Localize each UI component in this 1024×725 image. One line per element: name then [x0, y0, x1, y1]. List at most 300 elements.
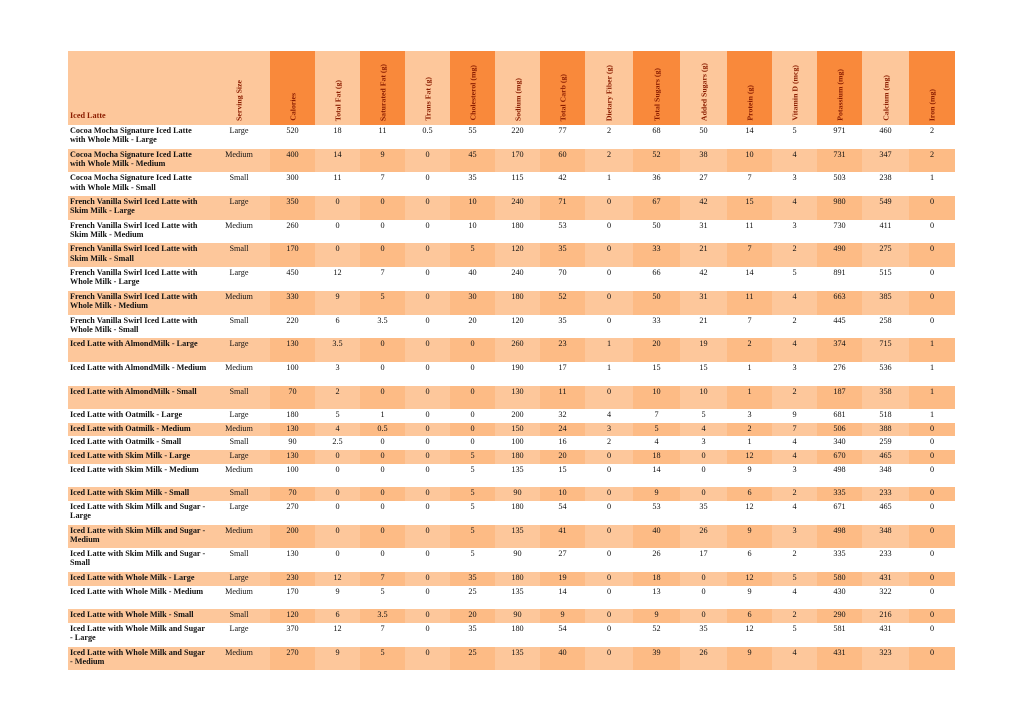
row-name: Iced Latte with Whole Milk and Sugar - Medium [68, 647, 208, 671]
cell-total-carb: 27 [540, 548, 585, 572]
cell-potassium: 340 [817, 436, 862, 450]
cell-iron: 0 [909, 436, 955, 450]
table-row [68, 220, 955, 244]
column-header-label: Potassium (mg) [834, 69, 844, 121]
cell-potassium: 290 [817, 609, 862, 623]
cell-protein: 2 [727, 338, 772, 362]
cell-saturated-fat: 3.5 [360, 609, 405, 623]
cell-total-fat: 0 [315, 464, 360, 488]
cell-saturated-fat: 7 [360, 267, 405, 291]
table-row [68, 501, 955, 525]
cell-iron: 1 [909, 338, 955, 362]
table-row [68, 243, 955, 267]
cell-sodium: 115 [495, 172, 540, 196]
cell-potassium: 498 [817, 525, 862, 549]
cell-sodium: 90 [495, 609, 540, 623]
column-header-calcium [862, 51, 909, 125]
cell-added-sugars: 0 [680, 487, 727, 501]
cell-calories: 520 [270, 125, 315, 149]
cell-saturated-fat: 0 [360, 501, 405, 525]
cell-cholesterol: 30 [450, 291, 495, 315]
cell-total-carb: 70 [540, 267, 585, 291]
cell-saturated-fat: 9 [360, 149, 405, 173]
cell-cholesterol: 20 [450, 315, 495, 339]
cell-dietary-fiber: 0 [585, 609, 633, 623]
column-header-label: Vitamin D (mcg) [789, 65, 799, 121]
cell-total-sugars: 40 [633, 525, 680, 549]
cell-cholesterol: 45 [450, 149, 495, 173]
cell-sodium: 135 [495, 586, 540, 610]
cell-total-sugars: 68 [633, 125, 680, 149]
cell-potassium: 980 [817, 196, 862, 220]
cell-added-sugars: 42 [680, 267, 727, 291]
cell-total-fat: 11 [315, 172, 360, 196]
cell-dietary-fiber: 0 [585, 572, 633, 586]
cell-potassium: 670 [817, 450, 862, 464]
cell-calories: 170 [270, 586, 315, 610]
cell-calcium: 233 [862, 548, 909, 572]
cell-trans-fat: 0 [405, 338, 450, 362]
cell-potassium: 374 [817, 338, 862, 362]
cell-trans-fat: 0 [405, 623, 450, 647]
cell-total-carb: 35 [540, 243, 585, 267]
cell-cholesterol: 5 [450, 525, 495, 549]
cell-protein: 9 [727, 647, 772, 671]
cell-total-fat: 12 [315, 572, 360, 586]
cell-trans-fat: 0 [405, 149, 450, 173]
cell-saturated-fat: 7 [360, 572, 405, 586]
cell-cholesterol: 25 [450, 647, 495, 671]
cell-sodium: 170 [495, 149, 540, 173]
cell-calcium: 465 [862, 450, 909, 464]
cell-sodium: 130 [495, 386, 540, 410]
nutrition-table [68, 51, 955, 670]
cell-calories: 450 [270, 267, 315, 291]
cell-saturated-fat: 0 [360, 220, 405, 244]
cell-vitamin-d: 3 [772, 362, 817, 386]
row-name: French Vanilla Swirl Iced Latte with Skim Milk - Medium [68, 220, 208, 244]
cell-iron: 0 [909, 647, 955, 671]
cell-sodium: 180 [495, 501, 540, 525]
cell-cholesterol: 0 [450, 386, 495, 410]
cell-saturated-fat: 0 [360, 196, 405, 220]
column-header-total-carb [540, 51, 585, 125]
cell-total-carb: 53 [540, 220, 585, 244]
table-row [68, 338, 955, 362]
cell-sodium: 220 [495, 125, 540, 149]
cell-trans-fat: 0 [405, 548, 450, 572]
cell-sodium: 135 [495, 464, 540, 488]
cell-saturated-fat: 0 [360, 464, 405, 488]
cell-vitamin-d: 4 [772, 501, 817, 525]
cell-protein: 1 [727, 386, 772, 410]
column-header-label: Iron (mg) [927, 88, 937, 121]
cell-calories: 270 [270, 647, 315, 671]
cell-vitamin-d: 4 [772, 291, 817, 315]
cell-vitamin-d: 3 [772, 464, 817, 488]
table-row [68, 196, 955, 220]
cell-protein: 6 [727, 487, 772, 501]
table-row [68, 623, 955, 647]
cell-dietary-fiber: 0 [585, 487, 633, 501]
cell-sodium: 100 [495, 436, 540, 450]
cell-calcium: 322 [862, 586, 909, 610]
cell-iron: 0 [909, 464, 955, 488]
cell-protein: 14 [727, 125, 772, 149]
cell-iron: 0 [909, 572, 955, 586]
cell-added-sugars: 50 [680, 125, 727, 149]
cell-total-carb: 32 [540, 409, 585, 423]
row-name: Iced Latte with Oatmilk - Large [68, 409, 208, 423]
cell-vitamin-d: 7 [772, 423, 817, 437]
cell-serving-size: Small [208, 243, 270, 267]
cell-dietary-fiber: 4 [585, 409, 633, 423]
cell-total-carb: 41 [540, 525, 585, 549]
row-name: Iced Latte with Oatmilk - Small [68, 436, 208, 450]
cell-saturated-fat: 0 [360, 450, 405, 464]
cell-cholesterol: 0 [450, 362, 495, 386]
cell-added-sugars: 35 [680, 501, 727, 525]
cell-potassium: 335 [817, 548, 862, 572]
cell-serving-size: Large [208, 501, 270, 525]
cell-total-fat: 0 [315, 548, 360, 572]
cell-total-sugars: 7 [633, 409, 680, 423]
column-header-label: Calories [287, 93, 297, 121]
cell-serving-size: Small [208, 548, 270, 572]
cell-protein: 6 [727, 609, 772, 623]
cell-trans-fat: 0 [405, 487, 450, 501]
cell-saturated-fat: 7 [360, 623, 405, 647]
cell-calcium: 411 [862, 220, 909, 244]
table-row [68, 149, 955, 173]
cell-potassium: 581 [817, 623, 862, 647]
cell-potassium: 490 [817, 243, 862, 267]
cell-total-carb: 23 [540, 338, 585, 362]
cell-potassium: 580 [817, 572, 862, 586]
cell-total-sugars: 9 [633, 487, 680, 501]
cell-total-sugars: 39 [633, 647, 680, 671]
cell-saturated-fat: 5 [360, 291, 405, 315]
cell-total-fat: 0 [315, 525, 360, 549]
cell-cholesterol: 5 [450, 464, 495, 488]
cell-saturated-fat: 0.5 [360, 423, 405, 437]
cell-trans-fat: 0 [405, 501, 450, 525]
column-header-vitamin-d [772, 51, 817, 125]
cell-dietary-fiber: 0 [585, 291, 633, 315]
cell-calories: 220 [270, 315, 315, 339]
cell-sodium: 240 [495, 196, 540, 220]
column-header-protein [727, 51, 772, 125]
column-header-label: Total Carb (g) [557, 73, 567, 121]
cell-sodium: 120 [495, 243, 540, 267]
cell-dietary-fiber: 0 [585, 196, 633, 220]
cell-protein: 12 [727, 623, 772, 647]
table-row [68, 362, 955, 386]
cell-calories: 330 [270, 291, 315, 315]
cell-iron: 0 [909, 548, 955, 572]
cell-vitamin-d: 5 [772, 623, 817, 647]
cell-dietary-fiber: 0 [585, 501, 633, 525]
cell-dietary-fiber: 0 [585, 220, 633, 244]
cell-total-carb: 9 [540, 609, 585, 623]
cell-sodium: 90 [495, 548, 540, 572]
cell-total-sugars: 15 [633, 362, 680, 386]
cell-calcium: 347 [862, 149, 909, 173]
cell-saturated-fat: 0 [360, 548, 405, 572]
cell-total-fat: 0 [315, 487, 360, 501]
cell-total-fat: 0 [315, 243, 360, 267]
cell-vitamin-d: 5 [772, 267, 817, 291]
column-header-cholesterol [450, 51, 495, 125]
cell-serving-size: Small [208, 436, 270, 450]
column-header-label: Cholesterol (mg) [467, 65, 477, 121]
cell-sodium: 180 [495, 572, 540, 586]
cell-total-carb: 42 [540, 172, 585, 196]
cell-total-carb: 40 [540, 647, 585, 671]
cell-trans-fat: 0 [405, 586, 450, 610]
cell-trans-fat: 0.5 [405, 125, 450, 149]
cell-added-sugars: 0 [680, 464, 727, 488]
cell-total-sugars: 36 [633, 172, 680, 196]
table-row [68, 125, 955, 149]
cell-vitamin-d: 3 [772, 525, 817, 549]
cell-protein: 11 [727, 220, 772, 244]
row-name: Cocoa Mocha Signature Iced Latte with Whole Milk - Medium [68, 149, 208, 173]
cell-protein: 7 [727, 315, 772, 339]
cell-cholesterol: 5 [450, 450, 495, 464]
cell-dietary-fiber: 0 [585, 464, 633, 488]
cell-calories: 130 [270, 423, 315, 437]
cell-cholesterol: 5 [450, 243, 495, 267]
column-header-added-sugars [680, 51, 727, 125]
cell-cholesterol: 0 [450, 423, 495, 437]
cell-dietary-fiber: 2 [585, 149, 633, 173]
cell-total-carb: 54 [540, 623, 585, 647]
cell-cholesterol: 55 [450, 125, 495, 149]
cell-total-carb: 24 [540, 423, 585, 437]
row-name: French Vanilla Swirl Iced Latte with Whole Milk - Large [68, 267, 208, 291]
cell-total-sugars: 53 [633, 501, 680, 525]
cell-vitamin-d: 4 [772, 436, 817, 450]
cell-cholesterol: 40 [450, 267, 495, 291]
cell-trans-fat: 0 [405, 647, 450, 671]
column-header-calories [270, 51, 315, 125]
cell-potassium: 431 [817, 647, 862, 671]
cell-potassium: 445 [817, 315, 862, 339]
cell-added-sugars: 21 [680, 243, 727, 267]
cell-potassium: 506 [817, 423, 862, 437]
row-name: French Vanilla Swirl Iced Latte with Skim Milk - Small [68, 243, 208, 267]
cell-sodium: 180 [495, 291, 540, 315]
cell-sodium: 240 [495, 267, 540, 291]
column-header-label: Protein (g) [744, 85, 754, 121]
cell-total-fat: 0 [315, 501, 360, 525]
cell-dietary-fiber: 2 [585, 125, 633, 149]
cell-total-fat: 12 [315, 267, 360, 291]
cell-potassium: 663 [817, 291, 862, 315]
cell-cholesterol: 10 [450, 196, 495, 220]
cell-vitamin-d: 2 [772, 609, 817, 623]
cell-total-sugars: 50 [633, 291, 680, 315]
cell-saturated-fat: 0 [360, 243, 405, 267]
cell-iron: 0 [909, 315, 955, 339]
table-row [68, 172, 955, 196]
cell-serving-size: Small [208, 487, 270, 501]
cell-total-fat: 4 [315, 423, 360, 437]
cell-calcium: 460 [862, 125, 909, 149]
cell-protein: 9 [727, 464, 772, 488]
cell-total-sugars: 67 [633, 196, 680, 220]
cell-total-carb: 14 [540, 586, 585, 610]
cell-iron: 0 [909, 487, 955, 501]
cell-trans-fat: 0 [405, 386, 450, 410]
cell-total-carb: 17 [540, 362, 585, 386]
row-name: Iced Latte with Whole Milk - Large [68, 572, 208, 586]
cell-dietary-fiber: 0 [585, 647, 633, 671]
cell-added-sugars: 42 [680, 196, 727, 220]
cell-sodium: 190 [495, 362, 540, 386]
cell-sodium: 180 [495, 450, 540, 464]
row-name: Iced Latte with Skim Milk - Small [68, 487, 208, 501]
column-header-label: Calcium (mg) [880, 75, 890, 121]
cell-total-fat: 0 [315, 450, 360, 464]
cell-calcium: 323 [862, 647, 909, 671]
cell-calcium: 518 [862, 409, 909, 423]
cell-total-fat: 12 [315, 623, 360, 647]
column-header-potassium [817, 51, 862, 125]
cell-protein: 3 [727, 409, 772, 423]
cell-calcium: 216 [862, 609, 909, 623]
cell-cholesterol: 35 [450, 172, 495, 196]
table-row [68, 609, 955, 623]
row-name: Iced Latte with Skim Milk and Sugar - Medium [68, 525, 208, 549]
cell-added-sugars: 38 [680, 149, 727, 173]
cell-serving-size: Medium [208, 149, 270, 173]
cell-added-sugars: 0 [680, 450, 727, 464]
cell-added-sugars: 5 [680, 409, 727, 423]
cell-total-sugars: 33 [633, 315, 680, 339]
cell-dietary-fiber: 0 [585, 450, 633, 464]
cell-calcium: 238 [862, 172, 909, 196]
cell-added-sugars: 10 [680, 386, 727, 410]
cell-potassium: 731 [817, 149, 862, 173]
cell-serving-size: Medium [208, 362, 270, 386]
cell-saturated-fat: 5 [360, 586, 405, 610]
cell-total-sugars: 10 [633, 386, 680, 410]
column-header-dietary-fiber [585, 51, 633, 125]
cell-vitamin-d: 9 [772, 409, 817, 423]
cell-vitamin-d: 4 [772, 647, 817, 671]
cell-total-fat: 18 [315, 125, 360, 149]
cell-added-sugars: 35 [680, 623, 727, 647]
cell-calcium: 348 [862, 464, 909, 488]
table-title: Iced Latte [68, 51, 208, 125]
cell-calcium: 275 [862, 243, 909, 267]
cell-vitamin-d: 4 [772, 586, 817, 610]
cell-iron: 0 [909, 586, 955, 610]
cell-calories: 120 [270, 609, 315, 623]
column-header-trans-fat [405, 51, 450, 125]
cell-vitamin-d: 3 [772, 220, 817, 244]
column-header-label: Dietary Fiber (g) [604, 64, 614, 121]
row-name: Iced Latte with Oatmilk - Medium [68, 423, 208, 437]
cell-calories: 100 [270, 362, 315, 386]
table-row [68, 291, 955, 315]
cell-cholesterol: 5 [450, 487, 495, 501]
cell-protein: 7 [727, 172, 772, 196]
cell-serving-size: Small [208, 609, 270, 623]
cell-iron: 0 [909, 243, 955, 267]
cell-saturated-fat: 1 [360, 409, 405, 423]
table-row [68, 464, 955, 488]
cell-serving-size: Small [208, 315, 270, 339]
cell-vitamin-d: 4 [772, 338, 817, 362]
cell-saturated-fat: 0 [360, 386, 405, 410]
cell-dietary-fiber: 0 [585, 315, 633, 339]
cell-trans-fat: 0 [405, 220, 450, 244]
cell-saturated-fat: 3.5 [360, 315, 405, 339]
table-row [68, 487, 955, 501]
table-row [68, 409, 955, 423]
cell-dietary-fiber: 0 [585, 623, 633, 647]
cell-total-sugars: 13 [633, 586, 680, 610]
cell-serving-size: Small [208, 172, 270, 196]
row-name: Iced Latte with AlmondMilk - Large [68, 338, 208, 362]
cell-trans-fat: 0 [405, 436, 450, 450]
cell-cholesterol: 35 [450, 623, 495, 647]
cell-iron: 2 [909, 149, 955, 173]
cell-dietary-fiber: 0 [585, 386, 633, 410]
cell-dietary-fiber: 1 [585, 172, 633, 196]
cell-calories: 270 [270, 501, 315, 525]
column-header-label: Sodium (mg) [512, 77, 522, 121]
cell-calories: 370 [270, 623, 315, 647]
cell-total-fat: 5 [315, 409, 360, 423]
cell-dietary-fiber: 0 [585, 525, 633, 549]
cell-dietary-fiber: 0 [585, 267, 633, 291]
cell-added-sugars: 26 [680, 647, 727, 671]
cell-iron: 0 [909, 609, 955, 623]
cell-calories: 200 [270, 525, 315, 549]
cell-added-sugars: 31 [680, 291, 727, 315]
cell-protein: 1 [727, 436, 772, 450]
cell-calcium: 258 [862, 315, 909, 339]
cell-potassium: 498 [817, 464, 862, 488]
cell-iron: 0 [909, 450, 955, 464]
cell-calcium: 431 [862, 572, 909, 586]
cell-added-sugars: 26 [680, 525, 727, 549]
cell-iron: 0 [909, 525, 955, 549]
cell-dietary-fiber: 1 [585, 362, 633, 386]
table-row [68, 572, 955, 586]
cell-total-sugars: 18 [633, 572, 680, 586]
column-header-label: Total Fat (g) [332, 79, 342, 121]
row-name: Iced Latte with AlmondMilk - Medium [68, 362, 208, 386]
cell-serving-size: Medium [208, 525, 270, 549]
cell-potassium: 187 [817, 386, 862, 410]
table-row [68, 436, 955, 450]
cell-total-fat: 9 [315, 647, 360, 671]
cell-calories: 230 [270, 572, 315, 586]
cell-cholesterol: 10 [450, 220, 495, 244]
column-header-iron [909, 51, 955, 125]
row-name: Iced Latte with AlmondMilk - Small [68, 386, 208, 410]
cell-potassium: 671 [817, 501, 862, 525]
cell-calories: 130 [270, 338, 315, 362]
cell-sodium: 200 [495, 409, 540, 423]
row-name: Iced Latte with Skim Milk and Sugar - Large [68, 501, 208, 525]
cell-protein: 12 [727, 501, 772, 525]
